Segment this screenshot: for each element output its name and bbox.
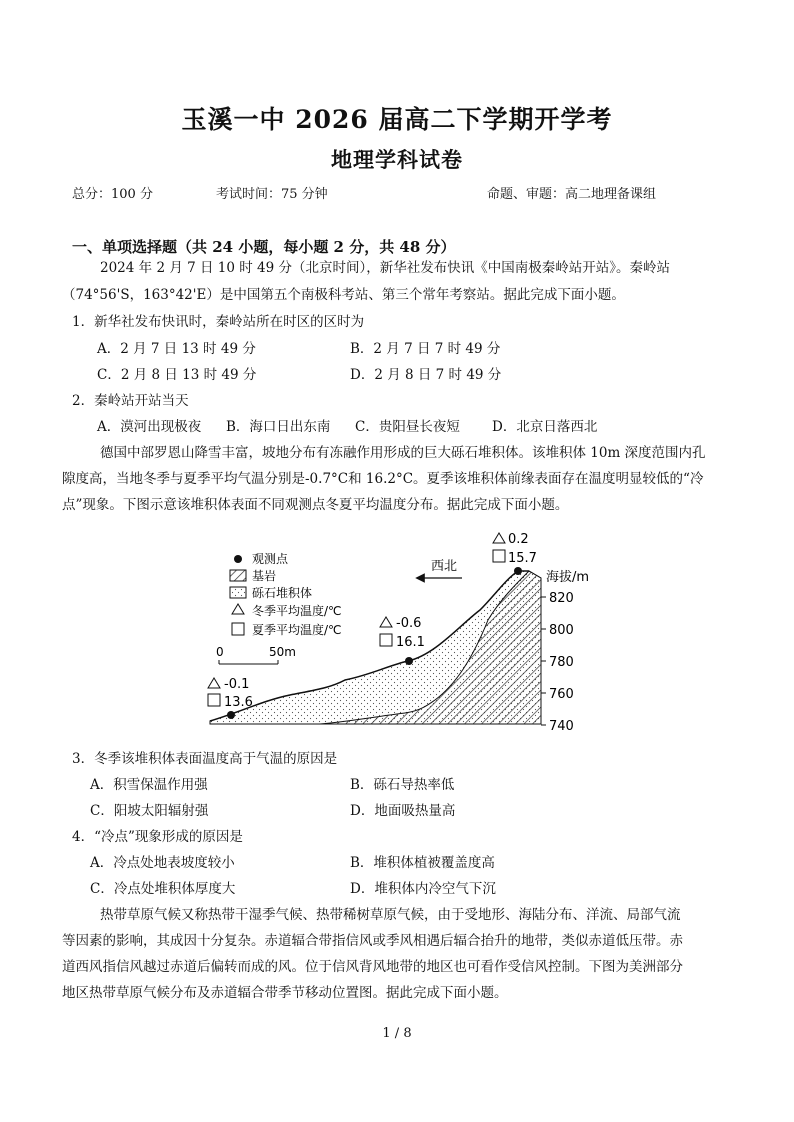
legend-bedrock-icon xyxy=(230,570,246,581)
legend-bedrock-label: 基岩 xyxy=(252,569,277,583)
passage2-line3: 点”现象。下图示意该堆积体表面不同观测点冬夏平均温度分布。据此完成下面小题。 xyxy=(62,497,569,513)
point3-winter: 0.2 xyxy=(508,532,529,547)
scale-zero: 0 xyxy=(216,645,224,659)
winter-triangle-icon xyxy=(208,678,220,688)
passage3-line2: 等因素的影响，其成因十分复杂。赤道辐合带指信风或季风相遇后辐合抬升的地带，类似赤道低压带。赤 xyxy=(62,933,683,949)
q3-option-a[interactable]: A．积雪保温作用强 xyxy=(90,777,208,793)
point1-winter: -0.1 xyxy=(224,677,250,692)
q2-stem: 2．秦岭站开站当天 xyxy=(72,393,189,409)
passage2-line2: 隙度高，当地冬季与夏季平均气温分别是-0.7°C和 16.2°C。夏季该堆积体前缘表面存在温度明显较低的“冷 xyxy=(62,471,704,487)
q1-stem: 1．新华社发布快讯时，秦岭站所在时区的区时为 xyxy=(72,314,365,330)
legend-point-label: 观测点 xyxy=(252,552,289,566)
passage1-line1: 2024 年 2 月 7 日 10 时 49 分（北京时间），新华社发布快讯《中国南极秦岭站开站》。秦岭站 xyxy=(100,260,671,276)
passage1-line2: （74°56'S，163°42'E）是中国第五个南极科考站、第三个常年考察站。据此完成下面小题。 xyxy=(62,287,625,303)
q4-stem: 4．“冷点”现象形成的原因是 xyxy=(72,829,243,845)
winter-triangle-icon xyxy=(380,617,392,627)
legend-debris-icon xyxy=(230,587,246,598)
direction-label: 西北 xyxy=(431,559,458,574)
point3-summer: 15.7 xyxy=(508,551,537,566)
q1-option-c[interactable]: C．2 月 8 日 13 时 49 分 xyxy=(97,367,257,383)
legend-point-icon xyxy=(234,555,242,563)
q1-option-a[interactable]: A．2 月 7 日 13 时 49 分 xyxy=(97,341,256,357)
legend-winter-icon xyxy=(232,604,244,614)
passage3-line4: 地区热带草原气候分布及赤道辐合带季节移动位置图。据此完成下面小题。 xyxy=(62,985,508,1001)
legend-summer-icon xyxy=(232,623,244,635)
q3-option-c[interactable]: C．阳坡太阳辐射强 xyxy=(90,803,209,819)
passage3-line1: 热带草原气候又称热带干湿季气候、热带稀树草原气候，由于受地形、海陆分布、洋流、局部气流 xyxy=(100,907,681,923)
q4-option-d[interactable]: D．堆积体内冷空气下沉 xyxy=(350,881,496,897)
q1-option-d[interactable]: D．2 月 8 日 7 时 49 分 xyxy=(350,367,502,383)
q4-option-c[interactable]: C．冷点处堆积体厚度大 xyxy=(90,881,236,897)
legend-summer-label: 夏季平均温度/℃ xyxy=(252,623,342,637)
axis-tick-label: 800 xyxy=(549,623,574,638)
q2-option-b[interactable]: B．海口日出东南 xyxy=(226,419,331,435)
point2-summer: 16.1 xyxy=(396,635,425,650)
summer-square-icon xyxy=(208,694,220,706)
q3-stem: 3．冬季该堆积体表面温度高于气温的原因是 xyxy=(72,751,338,767)
axis-tick-label: 820 xyxy=(549,591,574,606)
scale-length: 50m xyxy=(269,645,296,659)
passage2-line1: 德国中部罗恩山降雪丰富，坡地分布有冻融作用形成的巨大砾石堆积体。该堆积体 10m 深度范围内孔 xyxy=(100,445,706,461)
q4-option-b[interactable]: B．堆积体植被覆盖度高 xyxy=(350,855,495,871)
observation-point-3 xyxy=(514,567,522,575)
observation-point-2 xyxy=(405,657,413,665)
exam-time: 考试时间：75 分钟 xyxy=(216,187,328,202)
q4-option-a[interactable]: A．冷点处地表坡度较小 xyxy=(90,855,235,871)
point1-summer: 13.6 xyxy=(224,695,253,710)
q3-option-b[interactable]: B．砾石导热率低 xyxy=(350,777,455,793)
page-number: 1 / 8 xyxy=(382,1026,412,1041)
q3-option-d[interactable]: D．地面吸热量高 xyxy=(350,803,456,819)
observation-point-1 xyxy=(227,711,235,719)
legend-debris-label: 砾石堆积体 xyxy=(252,586,313,600)
axis-tick-label: 760 xyxy=(549,687,574,702)
axis-tick-label: 740 xyxy=(549,719,574,734)
q1-option-b[interactable]: B．2 月 7 日 7 时 49 分 xyxy=(350,341,501,357)
axis-title: 海拔/m xyxy=(546,570,590,585)
q2-option-c[interactable]: C．贵阳昼长夜短 xyxy=(355,419,460,435)
q2-option-d[interactable]: D．北京日落西北 xyxy=(492,419,598,435)
summer-square-icon xyxy=(493,550,505,562)
winter-triangle-icon xyxy=(493,533,505,543)
exam-title: 玉溪一中 2026 届高二下学期开学考 xyxy=(181,105,613,134)
total-score: 总分：100 分 xyxy=(72,187,153,202)
q2-option-a[interactable]: A．漠河出现极夜 xyxy=(97,419,202,435)
axis-tick-label: 780 xyxy=(549,655,574,670)
exam-subject: 地理学科试卷 xyxy=(331,147,463,172)
exam-setter: 命题、审题：高二地理备课组 xyxy=(487,187,657,202)
section-title: 一、单项选择题（共 24 小题，每小题 2 分，共 48 分） xyxy=(72,238,456,256)
summer-square-icon xyxy=(380,634,392,646)
legend-winter-label: 冬季平均温度/℃ xyxy=(252,604,342,618)
point2-winter: -0.6 xyxy=(396,616,422,631)
passage3-line3: 道西风指信风越过赤道后偏转而成的风。位于信风背风地带的地区也可看作受信风控制。下图为美洲部分 xyxy=(62,959,683,975)
